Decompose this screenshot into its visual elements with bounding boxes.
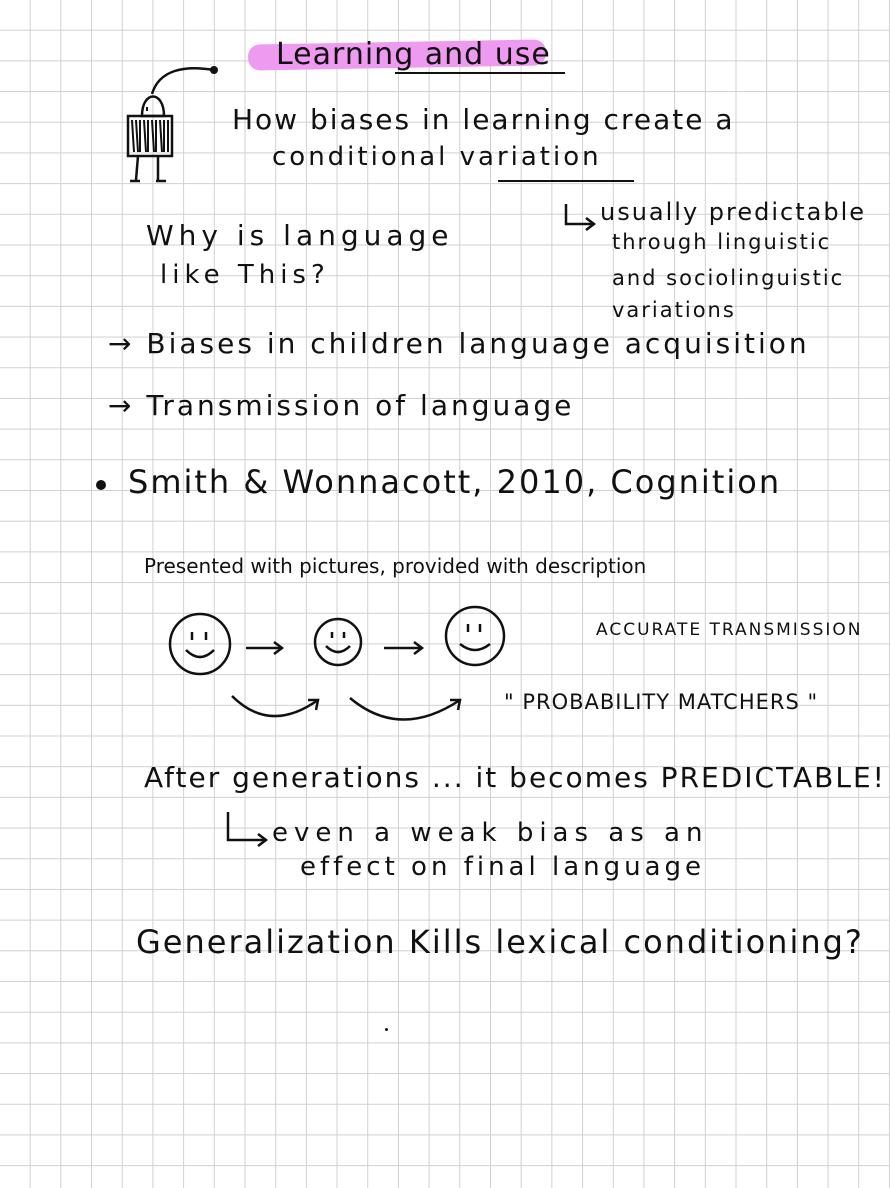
right-arrow-icon: [246, 642, 282, 654]
bullet-arrow: →: [108, 327, 135, 360]
curved-arrow-icon: [350, 698, 460, 720]
question-line-1: Why is language: [146, 219, 454, 252]
bullet-text: Biases in children language acquisition: [146, 327, 810, 360]
heading-line-2: conditional variation: [272, 142, 602, 172]
smiley-face-icon: [315, 619, 361, 665]
accurate-transmission-label: ACCURATE TRANSMISSION: [596, 620, 863, 640]
title-underline: [395, 72, 565, 74]
bullet-text: Transmission of language: [146, 389, 575, 422]
side-note-line-3: and sociolinguistic: [612, 266, 845, 290]
weak-bias-line-1: even a weak bias as an: [272, 818, 709, 848]
probability-matchers-label: " PROBABILITY MATCHERS ": [504, 690, 819, 714]
after-generations-note: After generations ... it becomes PREDICTABLE!: [144, 761, 886, 794]
side-note-line-1: usually predictable: [600, 198, 867, 226]
generalization-question: Generalization Kills lexical conditioning?: [136, 923, 864, 961]
hook-arrow-icon: [224, 810, 274, 850]
bullet-arrow: →: [108, 389, 135, 422]
smiley-face-icon: [170, 614, 230, 674]
smiley-face-icon: [446, 607, 504, 665]
person-with-antenna-icon: [124, 60, 224, 190]
question-line-2: like This?: [160, 260, 330, 290]
side-note-line-2: through linguistic: [612, 230, 832, 254]
title-block: [248, 37, 551, 74]
side-note-line-4: variations: [612, 298, 736, 322]
reference-citation: Smith & Wonnacott, 2010, Cognition: [128, 463, 782, 501]
bullet-biases: [108, 327, 810, 360]
right-arrow-icon: [384, 642, 422, 654]
presented-note: Presented with pictures, provided with description: [144, 554, 647, 578]
heading-line-1: How biases in learning create a: [232, 103, 735, 136]
hook-arrow-icon: [562, 202, 602, 232]
page-title: Learning and use: [276, 37, 551, 72]
curved-arrow-icon: [232, 696, 318, 716]
transmission-diagram: [160, 604, 520, 734]
bullet-transmission: [108, 389, 575, 422]
stray-dot: [385, 1028, 388, 1031]
bullet-dot: [96, 480, 106, 490]
variation-underline: [498, 180, 634, 182]
weak-bias-line-2: effect on final language: [300, 852, 706, 882]
